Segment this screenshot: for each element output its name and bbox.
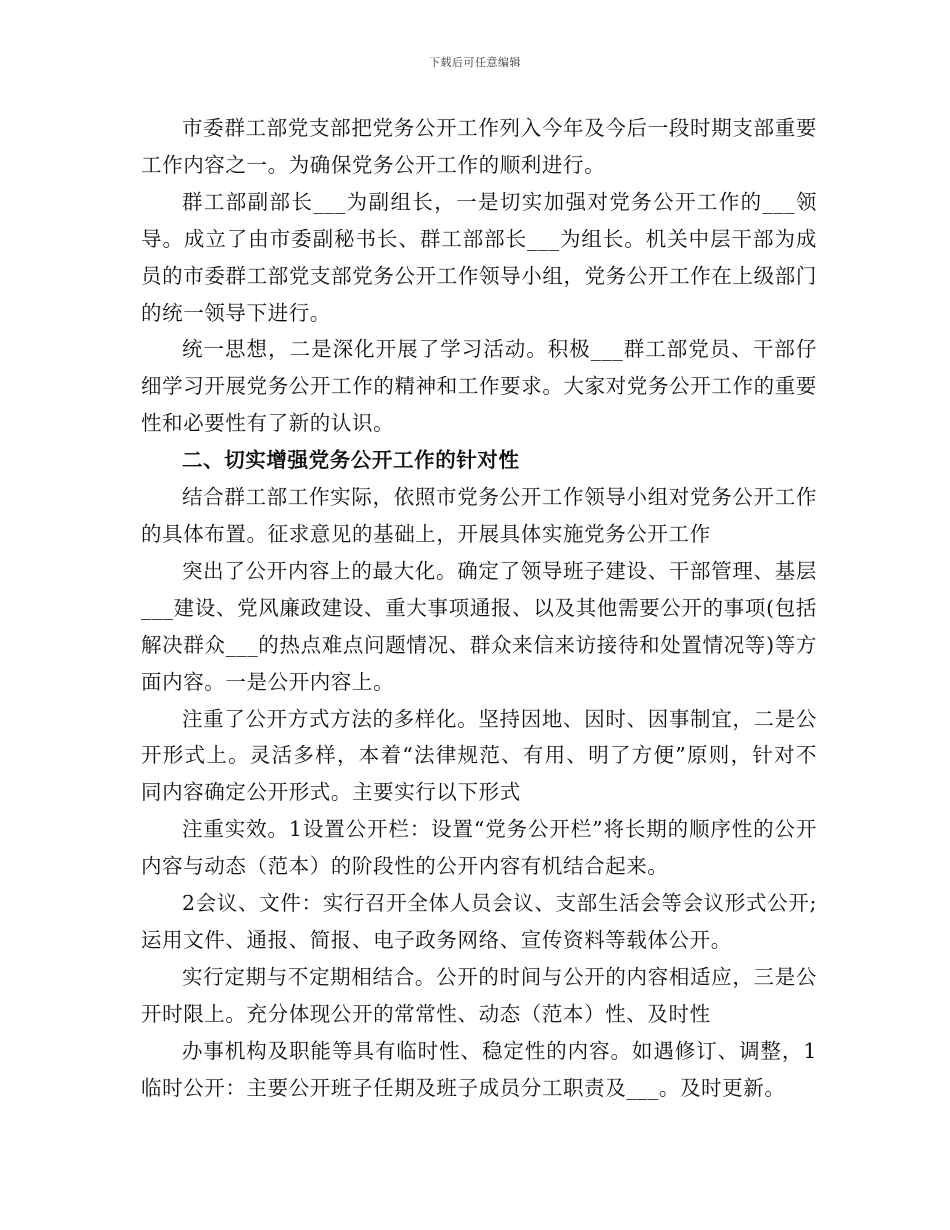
document-body	[141, 110, 817, 1106]
paragraph-6: 注重了公开方式方法的多样化。坚持因地、因时、因事制宜，二是公开形式上。灵活多样，本着“法律规范、有用、明了方便”原则，针对不同内容确定公开形式。主要实行以下形式	[141, 706, 817, 805]
paragraph-3: 统一思想，二是深化开展了学习活动。积极___群工部党员、干部仔细学习开展党务公开工作的精神和工作要求。大家对党务公开工作的重要性和必要性有了新的认识。	[141, 337, 817, 436]
paragraph-4: 结合群工部工作实际，依照市党务公开工作领导小组对党务公开工作的具体布置。征求意见的基础上，开展具体实施党务公开工作	[141, 485, 817, 546]
paragraph-7: 注重实效。1设置公开栏：设置“党务公开栏”将长期的顺序性的公开内容与动态（范本）的阶段性的公开内容有机结合起来。	[141, 817, 817, 879]
paragraph-8: 2会议、文件：实行召开全体人员会议、支部生活会等会议形式公开;运用文件、通报、简报、电子政务网络、宣传资料等载体公开。	[141, 891, 817, 952]
paragraph-5: 突出了公开内容上的最大化。确定了领导班子建设、干部管理、基层___建设、党风廉政建设、重大事项通报、以及其他需要公开的事项(包括解决群众___的热点难点问题情况、群众来信来访接待和处置情况等)等方面内容。一是公开内容上。	[141, 558, 817, 694]
paragraph-2: 群工部副部长___为副组长，一是切实加强对党务公开工作的___领导。成立了由市委副秘书长、群工部部长___为组长。机关中层干部为成员的市委群工部党支部党务公开工作领导小组，党务公开工作在上级部门的统一领导下进行。	[141, 189, 817, 325]
paragraph-1: 市委群工部党支部把党务公开工作列入今年及今后一段时期支部重要工作内容之一。为确保党务公开工作的顺利进行。	[141, 116, 817, 177]
header-note: 下载后可任意编辑	[429, 56, 521, 69]
section-heading: 二、切实增强党务公开工作的针对性	[182, 448, 520, 473]
paragraph-10: 办事机构及职能等具有临时性、稳定性的内容。如遇修订、调整，1临时公开：主要公开班子任期及班子成员分工职责及___。及时更新。	[141, 1038, 817, 1100]
paragraph-9: 实行定期与不定期相结合。公开的时间与公开的内容相适应，三是公开时限上。充分体现公开的常常性、动态（范本）性、及时性	[141, 964, 817, 1026]
